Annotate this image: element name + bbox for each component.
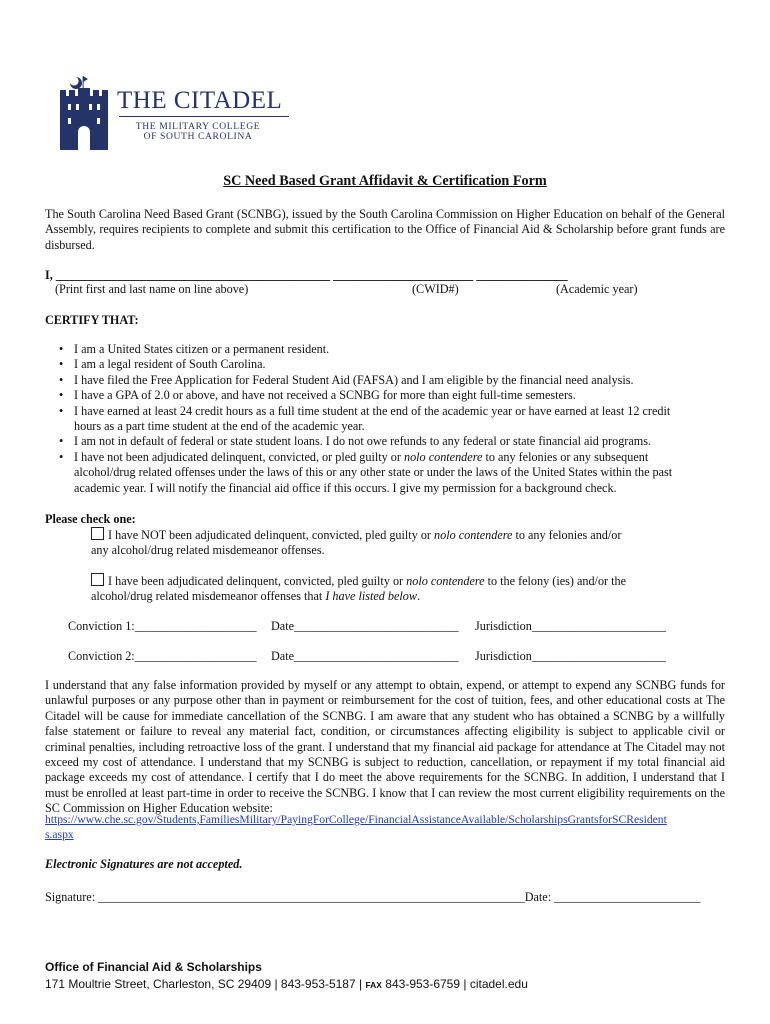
requirements-list xyxy=(45,342,685,496)
conviction1-date-field[interactable]: Date___________________________ xyxy=(271,619,459,633)
requirement-item: • I have a GPA of 2.0 or above, and have not received a SCNBG for more than eight full-time semesters. xyxy=(45,388,685,403)
adjudicated-checkbox[interactable] xyxy=(91,573,104,586)
conviction2-date-field[interactable]: Date___________________________ xyxy=(271,649,459,663)
requirement-item: • I am not in default of federal or state student loans. I do not owe refunds to any federal or state financial aid programs. xyxy=(45,434,685,449)
logo-subtitle-line1: THE MILITARY COLLEGE xyxy=(135,121,261,132)
name-cwid-year-line[interactable]: I, _____________________________________________ _______________________ _______________ xyxy=(45,268,568,282)
logo-rule xyxy=(119,116,289,117)
not-adjudicated-checkbox[interactable] xyxy=(91,527,104,540)
option-adjudicated: I have been adjudicated delinquent, convicted, pled guilty or nolo contendere to the felony (ies) and/or the xyxy=(91,573,626,589)
check-heading: Please check one: xyxy=(45,512,136,526)
cwid-label: (CWID#) xyxy=(412,282,459,296)
option-not-adjudicated: I have NOT been adjudicated delinquent, convicted, pled guilty or nolo contendere to any felonies and/or xyxy=(91,527,621,543)
citadel-logo xyxy=(56,74,296,150)
che-website-link-cont[interactable]: s.aspx xyxy=(45,828,74,841)
option-adjudicated-line2: alcohol/drug related misdemeanor offenses that I have listed below. xyxy=(91,589,421,603)
certify-heading: CERTIFY THAT: xyxy=(45,313,139,327)
academic-year-label: (Academic year) xyxy=(556,282,638,296)
conviction2-jurisdiction-field[interactable]: Jurisdiction______________________ xyxy=(475,649,666,663)
requirement-item: • I have not been adjudicated delinquent, convicted, or pled guilty or nolo contendere to any felonies or any subsequent alcohol/drug related offenses under the laws of this or any other state or under the laws of the United States within the past academic year. I will notify the financial aid office if this occurs. I give my permission for a background check. xyxy=(45,450,685,496)
signature-date-line[interactable]: Signature: ______________________________________________________________________Date: ________________________ xyxy=(45,890,701,904)
logo-title: THE CITADEL xyxy=(117,87,283,114)
requirement-item: • I have earned at least 24 credit hours as a full time student at the end of the academic year or have earned at least 12 credit hours as a part time student at the end of the academic year. xyxy=(45,404,685,435)
footer-office-name: Office of Financial Aid & Scholarships xyxy=(45,960,262,974)
option-not-adjudicated-line2: any alcohol/drug related misdemeanor offenses. xyxy=(91,543,325,557)
conviction1-jurisdiction-field[interactable]: Jurisdiction______________________ xyxy=(475,619,666,633)
conviction2-field[interactable]: Conviction 2:____________________ xyxy=(68,649,257,663)
conviction1-field[interactable]: Conviction 1:____________________ xyxy=(68,619,257,633)
logo-subtitle-line2: OF SOUTH CAROLINA xyxy=(143,131,253,142)
requirement-item: • I have filed the Free Application for Federal Student Aid (FAFSA) and I am eligible by the financial need analysis. xyxy=(45,373,685,388)
statement-paragraph: I understand that any false information provided by myself or any attempt to obtain, expend, or attempt to expend any SCNBG funds for unlawful purposes or any purpose other than in payment or reimbursement for the cost of tuition, fees, and other educational costs at The Citadel will be cause for immediate cancellation of the SCNBG. I am aware that any student who has obtained a SCNBG by a willfully false statement or failure to reveal any material fact, condition, or circumstances affecting eligibility is subject to applicable civil or criminal penalties, including retroactive loss of the grant. I understand that my financial aid package for attendance at The Citadel may not exceed my cost of attendance. I understand that my SCNBG is subject to reduction, cancellation, or repayment if my total financial aid package exceeds my cost of attendance. I certify that I do meet the above requirements for the SCNBG. In addition, I understand that I must be enrolled at least part-time in order to receive the SCNBG. I know that I can review the most current eligibility requirements on the SC Commission on Higher Education website: xyxy=(45,678,725,816)
requirement-item: • I am a legal resident of South Carolina. xyxy=(45,357,685,372)
intro-paragraph: The South Carolina Need Based Grant (SCNBG), issued by the South Carolina Commission on Higher Education on behalf of the General Assembly, requires recipients to complete and submit this certification to the Office of Financial Aid & Scholarship before grant funds are disbursed. xyxy=(45,207,725,252)
electronic-signature-note: Electronic Signatures are not accepted. xyxy=(45,857,243,871)
form-title: SC Need Based Grant Affidavit & Certification Form xyxy=(223,173,547,189)
citadel-castle-icon xyxy=(56,74,112,150)
name-label: (Print first and last name on line above) xyxy=(55,282,249,296)
requirement-item: • I am a United States citizen or a permanent resident. xyxy=(45,342,685,357)
che-website-link[interactable]: https://www.che.sc.gov/Students,FamiliesMilitary/PayingForCollege/FinancialAssistanceAvailable/ScholarshipsGrantsforSCResident xyxy=(45,813,667,826)
footer-contact: 171 Moultrie Street, Charleston, SC 29409 | 843-953-5187 | FAX 843-953-6759 | citadel.edu xyxy=(45,977,528,991)
